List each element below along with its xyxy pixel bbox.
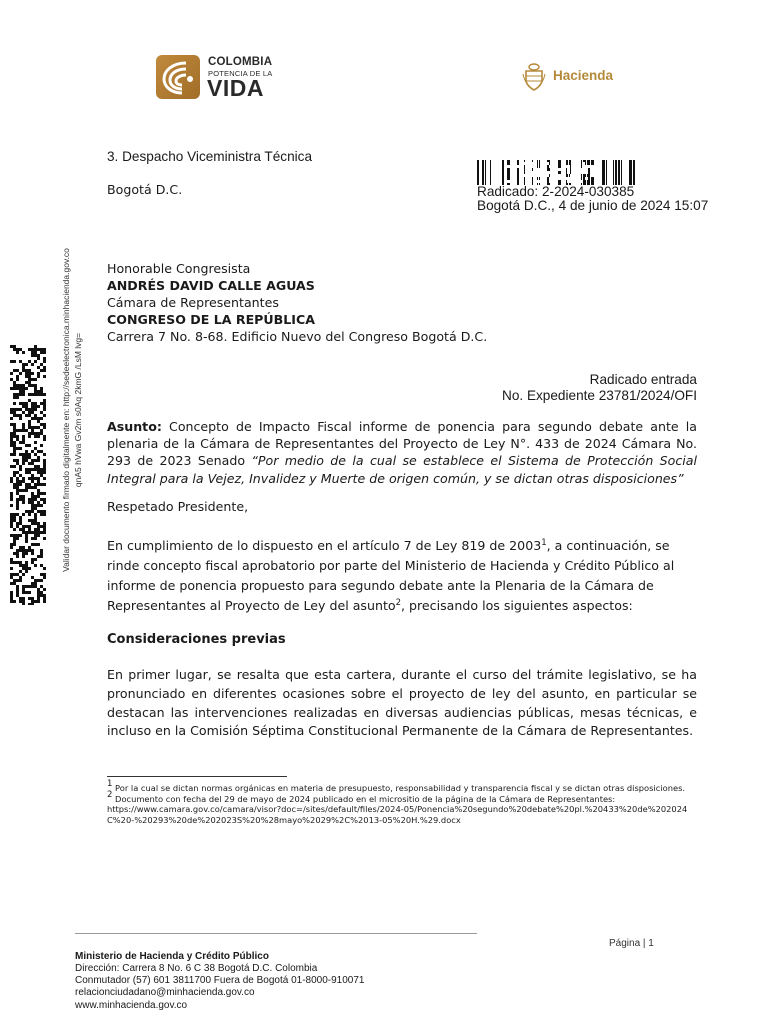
subject-bill-title: “Por medio de la cual se establece el Sistema de Protección Social Integral para la Vejez, Invalidez y Muerte de origen común, y se dictan otras disposiciones” (107, 453, 697, 486)
paragraph-compliance-part1: En cumplimiento de lo dispuesto en el artículo 7 de Ley 819 de 2003 (107, 538, 542, 553)
logo-line-3: VIDA (207, 75, 264, 101)
footnote-ref-2: 2 (395, 598, 402, 608)
paragraph-background: En primer lugar, se resalta que esta cartera, durante el curso del trámite legislativo, se ha pronunciado en diferentes ocasiones sobre el proyecto de ley del asunto, en particular se destacan las intervenciones realizadas en diversas audiencias públicas, mesas técnicas, e incluso en la Comisión Séptima Constitucional Permanente de la Cámara de Representantes. (107, 667, 697, 739)
greeting: Respetado Presidente, (107, 499, 249, 514)
footer-divider (75, 933, 477, 934)
expediente-number: No. Expediente 23781/2024/OFI (502, 388, 697, 403)
footnote-2-url: https://www.camara.gov.co/camara/visor?doc=/sites/default/files/2024-05/Ponencia%20segundo%20debate%20pl.%20433%20de%202024C%20-%20293%20de%202023S%20%28mayo%2029%2C%2013-05%20H.%29.docx (107, 804, 688, 825)
recipient-block (107, 260, 487, 345)
recipient-name: ANDRÉS DAVID CALLE AGUAS (107, 278, 315, 293)
hacienda-logo-text: Hacienda (553, 68, 614, 83)
digital-signature-stamp (58, 210, 86, 610)
recipient-address: Carrera 7 No. 8-68. Edificio Nuevo del Congreso Bogotá D.C. (107, 329, 488, 344)
dispatch-office: 3. Despacho Viceministra Técnica (107, 149, 313, 164)
validation-hash-text: qnA5 hVwa Gv2m s0Aq 2kmG /LsM lvg= (73, 332, 83, 488)
colombia-emblem-icon (156, 55, 200, 99)
page-number: Página | 1 (609, 938, 654, 949)
subject-label: Asunto: (107, 419, 162, 434)
footnote-1-mark: 1 (107, 779, 113, 789)
validation-url-text: Validar documento firmado digitalmente en: http://sedeelectronica.minhacienda.gov.co (61, 248, 71, 572)
entry-label: Radicado entrada (589, 372, 697, 387)
footnote-divider (107, 776, 287, 777)
recipient-institution: CONGRESO DE LA REPÚBLICA (107, 312, 315, 327)
colombia-potencia-de-la-vida-logo (156, 55, 286, 101)
footnote-2-text: Documento con fecha del 29 de mayo de 2024 publicado en el micrositio de la página de la Cámara de Representantes: (112, 793, 616, 804)
hacienda-logo (522, 62, 622, 94)
footer-address: Dirección: Carrera 8 No. 6 C 38 Bogotá D.C. Colombia (75, 963, 318, 974)
radicado-date: Bogotá D.C., 4 de junio de 2024 15:07 (477, 198, 709, 213)
footnote-1-text: Por la cual se dictan normas orgánicas en materia de presupuesto, responsabilidad y transparencia fiscal y se dictan otras disposiciones. (112, 783, 686, 793)
city-line: Bogotá D.C. (107, 182, 183, 197)
footnote-1 (107, 779, 697, 794)
filing-barcode-icon (477, 160, 635, 185)
subject-text: Concepto de Impacto Fiscal informe de ponencia para segundo debate ante la plenaria de la Cámara de Representantes del Proyecto de Ley N°. 433 de 2024 Cámara No. 293 de 2023 Senado (107, 419, 697, 469)
section-title: Consideraciones previas (107, 632, 286, 647)
paragraph-compliance-part3: , precisando los siguientes aspectos: (401, 598, 633, 613)
footnote-2 (107, 789, 697, 805)
paragraph-compliance-part2: , a continuación, se rinde concepto fiscal aprobatorio por parte del Ministerio de Hacienda y Crédito Público al informe de ponencia propuesto para segundo debate ante la Plenaria de la Cámara de Representantes al Proyecto de Ley del asunto (107, 538, 675, 613)
footnote-ref-1: 1 (541, 538, 547, 548)
coat-of-arms-icon (522, 62, 546, 92)
footer-email: relacionciudadano@minhacienda.gov.co (75, 987, 255, 999)
subject-paragraph (107, 418, 697, 487)
footer-contact (75, 963, 364, 1012)
recipient-salutation: Honorable Congresista (107, 261, 251, 276)
footer-organization: Ministerio de Hacienda y Crédito Público (75, 951, 269, 962)
recipient-chamber: Cámara de Representantes (107, 295, 279, 310)
footnote-2-mark: 2 (107, 789, 113, 800)
footnotes (107, 779, 697, 825)
logo-line-2: POTENCIA DE LA (208, 69, 273, 78)
validation-qr-code-icon (10, 345, 47, 605)
footer-website: www.minhacienda.gov.co (75, 999, 188, 1011)
paragraph-compliance (107, 536, 697, 616)
radicado-number: Radicado: 2-2024-030385 (477, 184, 635, 199)
footer-phone: Conmutador (57) 601 3811700 Fuera de Bogotá 01-8000-910071 (75, 975, 365, 987)
logo-line-1: COLOMBIA (208, 56, 273, 68)
